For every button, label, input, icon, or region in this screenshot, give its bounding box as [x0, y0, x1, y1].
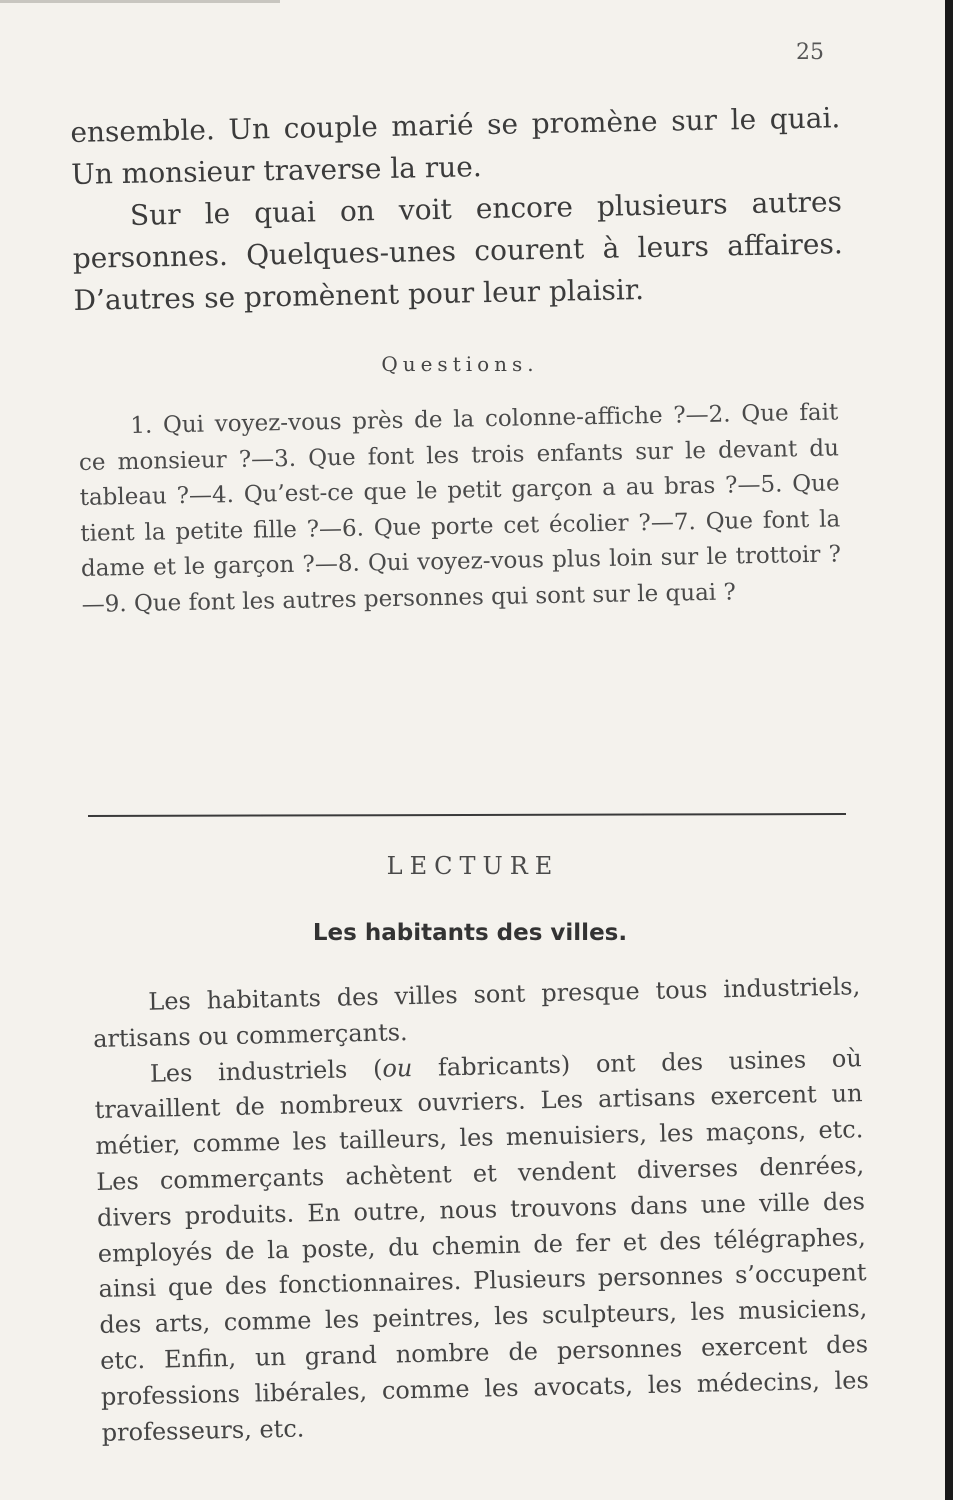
intro-paragraph-2: Sur le quai on voit encore plusieurs autres personnes. Quelques-unes courent à leurs affaires. D’autres se promènent pour leur plaisir.: [72, 185, 843, 317]
questions-heading: Questions.: [381, 352, 539, 376]
questions-text: 1. Qui voyez-vous près de la colonne-affiche ?—2. Que fait ce monsieur ?—3. Que font les trois enfants sur le devant du tableau ?—4. Qu’est-ce que le petit garçon a au bras ?—5. Que tient la petite fille ?—6. Que porte cet écolier ?—7. Que font la dame et le garçon ?—8. Qui voyez-vous plus loin sur le trottoir ?—9. Que font les autres personnes qui sont sur le quai ?: [78, 399, 842, 618]
page-number: 25: [796, 40, 824, 65]
intro-paragraph-1: ensemble. Un couple marié se promène sur le quai. Un monsieur traverse la rue.: [70, 101, 841, 191]
page-right-edge: [945, 0, 953, 1500]
lecture-paragraph-2-rest: fabricants) ont des usines où travaillent de nombreux ouvriers. Les artisans exercent un métier, comme les tailleurs, les menuisiers, les maçons, etc. Les commerçants achètent et vendent diverses denrées, divers produits. En outre, nous trouvons dans une ville des employés de la poste, du chemin de fer et des télégraphes, ainsi que des fonctionnaires. Plusieurs personnes s’occupent des arts, comme les peintres, les sculpteurs, les musiciens, etc. Enfin, un grand nombre de personnes exercent des professions libérales, comme les avocats, les médecins, les professeurs, etc.: [94, 1043, 870, 1447]
lecture-paragraph-1: Les habitants des villes sont presque tous industriels, artisans ou commerçants.: [92, 972, 861, 1053]
questions-paragraph: [78, 395, 842, 623]
section-divider: [88, 813, 846, 817]
lecture-text: [92, 969, 870, 1451]
lecture-ou-italic: ou: [382, 1053, 413, 1083]
page-top-edge: [0, 0, 280, 3]
lecture-paragraph-2-start: Les industriels (: [149, 1054, 383, 1088]
lecture-title: LECTURE: [386, 852, 560, 880]
intro-text: [70, 97, 844, 322]
lecture-subtitle: Les habitants des villes.: [312, 920, 628, 946]
